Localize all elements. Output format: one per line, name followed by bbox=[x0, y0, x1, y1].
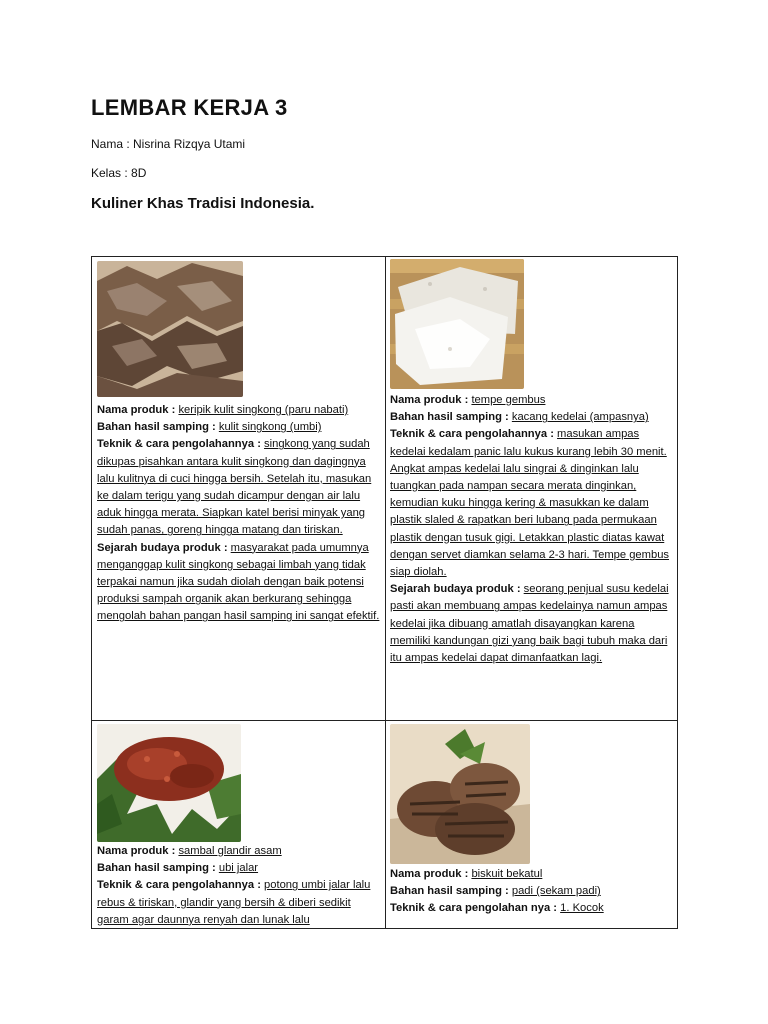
material-label: Bahan hasil samping : bbox=[390, 411, 512, 424]
product-card-biskuit bbox=[386, 721, 678, 929]
card-text bbox=[97, 843, 381, 929]
history-label: Sejarah budaya produk : bbox=[390, 583, 524, 596]
product-label: Nama produk : bbox=[390, 868, 472, 880]
material-label: Bahan hasil samping : bbox=[97, 421, 219, 434]
technique-label: Teknik & cara pengolahan nya : bbox=[390, 902, 561, 915]
product-value: biskuit bekatul bbox=[471, 868, 543, 880]
tempe-gembus-photo bbox=[390, 259, 524, 389]
technique-value: potong umbi jalar lalu rebus & tiriskan, glandir yang bersih & diberi sedikit garam agar daunnya renyah dan lunak lalu bbox=[97, 879, 371, 926]
product-value: tempe gembus bbox=[471, 394, 546, 406]
product-label: Nama produk : bbox=[97, 845, 179, 857]
cassava-skin-chips-photo bbox=[97, 261, 243, 397]
worksheet-table bbox=[91, 256, 678, 929]
product-value: sambal glandir asam bbox=[178, 845, 282, 857]
student-class: Kelas : 8D bbox=[91, 166, 147, 180]
material-value: kulit singkong (umbi) bbox=[218, 421, 322, 434]
card-text bbox=[390, 392, 674, 667]
material-value: kacang kedelai (ampasnya) bbox=[511, 411, 649, 424]
history-value: masyarakat pada umumnya menganggap kulit singkong sebagai limbah yang tidak terpakai namun jika sudah diolah dengan baik potensi produksi sampah organik akan berkurang sehingga mengolah bahan pangan hasil samping ini sangat efektif. bbox=[97, 541, 380, 623]
material-label: Bahan hasil samping : bbox=[97, 862, 219, 875]
technique-value: singkong yang sudah dikupas pisahkan antara kulit singkong dan dagingnya lalu kulitnya di cuci hingga bersih. Setelah itu, masukan ke dalam terigu yang sudah dicampur dengan air lalu aduk hingga merata. Siapkan katel berisi minyak yang sudah panas, goreng hingga matang dan tiriskan. bbox=[97, 438, 372, 537]
technique-value: masukan ampas kedelai kedalam panic lalu kukus kurang lebih 30 menit. Angkat ampas kedelai lalu singrai & dinginkan lalu tuangkan pada nampan secara merata dinginkan, kemudian kuku hingga kering & masukkan ke dalam plastik slaled & rapatkan beri lubang pada permukaan plastik dengan tusuk gigi. Letakkan plastic diatas kawat dengan servet diamkan selama 2-3 hari. Tempe gembus siap diolah. bbox=[390, 428, 670, 579]
technique-label: Teknik & cara pengolahannya : bbox=[390, 428, 558, 441]
technique-label: Teknik & cara pengolahannya : bbox=[97, 879, 265, 892]
biskuit-bekatul-photo bbox=[390, 724, 530, 864]
product-label: Nama produk : bbox=[97, 404, 179, 416]
card-text bbox=[97, 402, 380, 626]
material-label: Bahan hasil samping : bbox=[390, 885, 512, 898]
product-card-tempe bbox=[386, 257, 678, 720]
student-name: Nama : Nisrina Rizqya Utami bbox=[91, 137, 246, 151]
product-value: keripik kulit singkong (paru nabati) bbox=[178, 404, 349, 416]
material-value: padi (sekam padi) bbox=[511, 885, 601, 898]
technique-value: 1. Kocok bbox=[560, 902, 604, 915]
sambal-glandir-photo bbox=[97, 724, 241, 842]
material-value: ubi jalar bbox=[218, 862, 259, 875]
page-title: LEMBAR KERJA 3 bbox=[91, 95, 288, 120]
history-label: Sejarah budaya produk : bbox=[97, 541, 231, 554]
technique-label: Teknik & cara pengolahannya : bbox=[97, 438, 265, 451]
card-text bbox=[390, 866, 674, 918]
product-card-sambal bbox=[92, 721, 385, 929]
product-label: Nama produk : bbox=[390, 394, 472, 406]
section-subtitle: Kuliner Khas Tradisi Indonesia. bbox=[91, 195, 315, 212]
history-value: seorang penjual susu kedelai pasti akan membuang ampas kedelainya namun ampas kedelai jika dibuang amatlah disayangkan karena memiliki kandungan gizi yang baik bagi tubuh maka dari itu ampas kedelai dapat dimanfaatkan lagi. bbox=[390, 583, 669, 665]
product-card-keripik bbox=[92, 257, 385, 720]
